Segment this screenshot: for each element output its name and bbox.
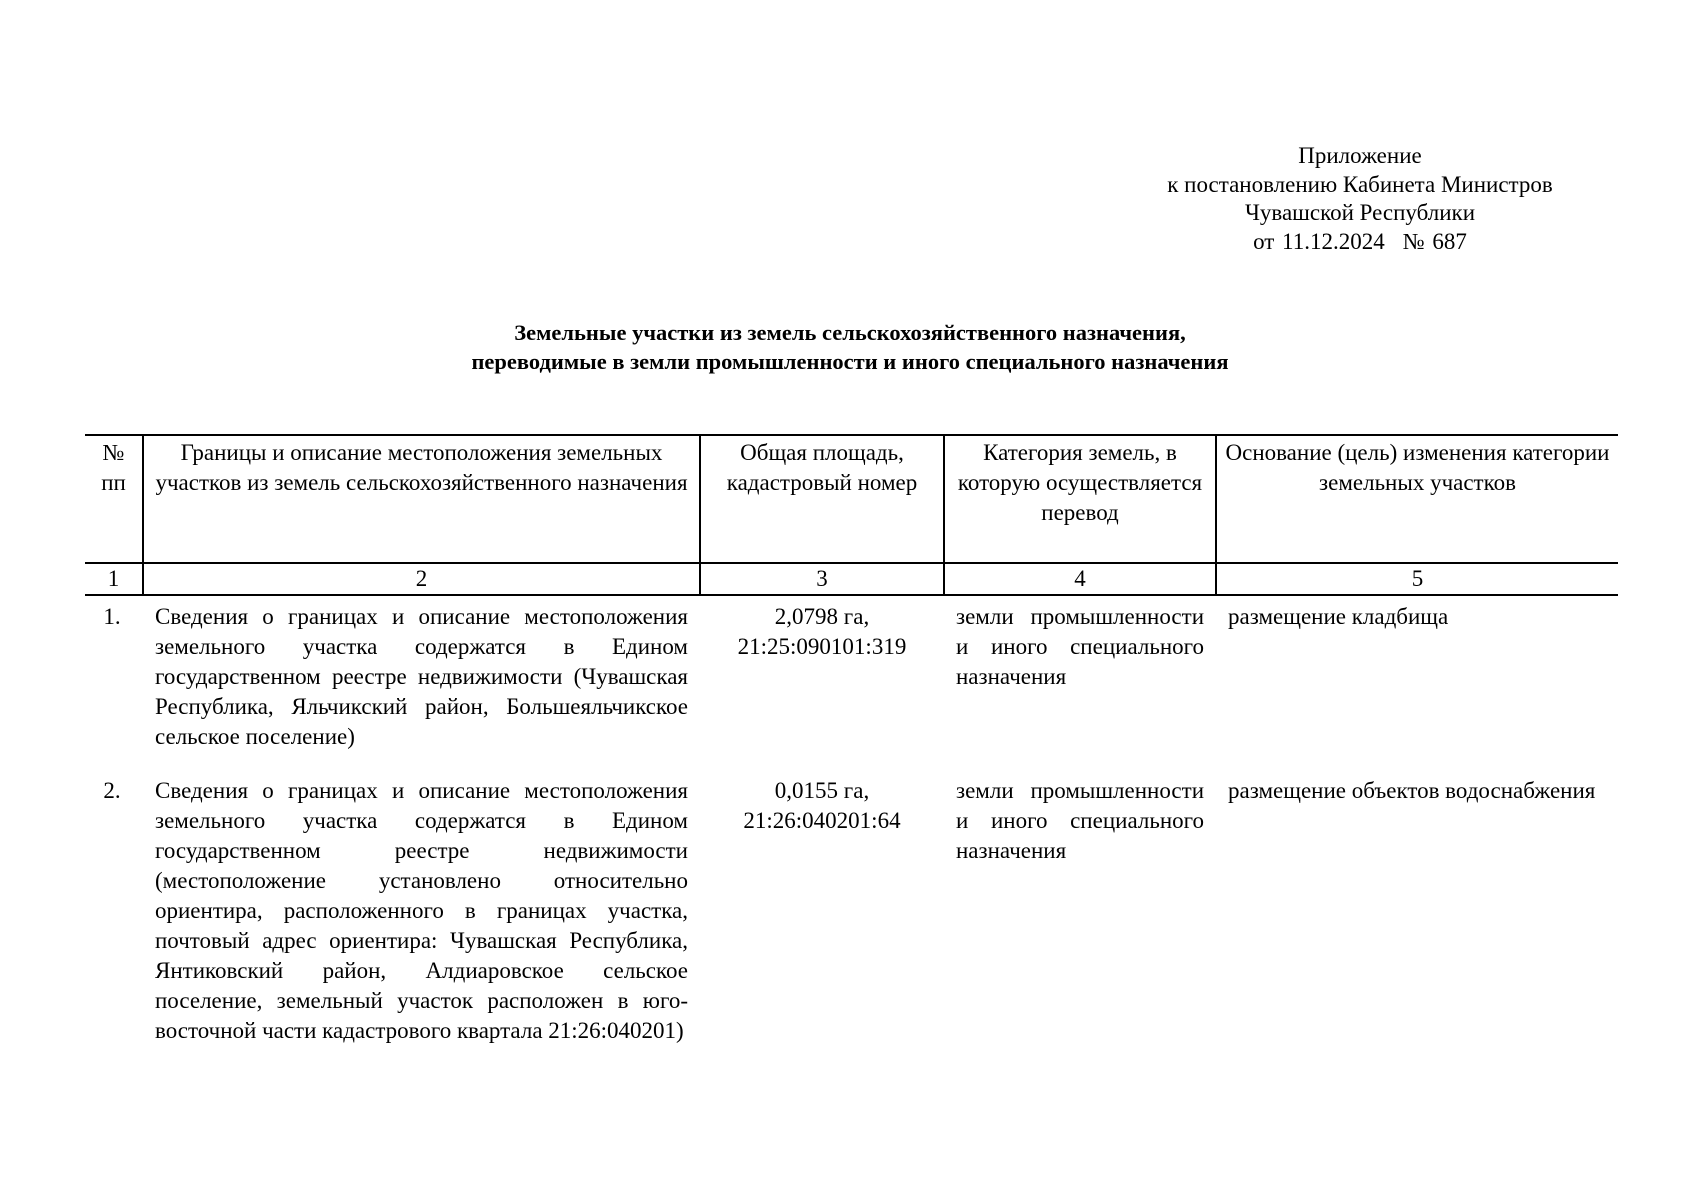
column-number: 4 <box>944 563 1216 595</box>
row-cadastral-number: 21:25:090101:319 <box>737 634 907 659</box>
appendix-date: от 11.12.2024 <box>1253 228 1385 254</box>
appendix-line-2: к постановлению Кабинета Министров <box>1167 171 1553 197</box>
column-number: 1 <box>85 563 143 595</box>
row-area-cell <box>700 595 944 776</box>
row-category: земли промышленности и иного специального назначения <box>956 778 1204 863</box>
table-row <box>85 776 1618 1086</box>
row-number: 1. <box>103 604 121 629</box>
appendix-number: № 687 <box>1402 228 1467 254</box>
table-header-row <box>85 435 1618 563</box>
row-reason: размещение кладбища <box>1228 604 1449 629</box>
document-title <box>330 318 1370 376</box>
header-area: Общая площадь, кадастровый номер <box>700 435 944 563</box>
row-description: Сведения о границах и описание местоположения земельного участка содержатся в Едином государственном реестре недвижимости (Чувашская Республика, Яльчикский район, Большеяльчикское сельское поселение) <box>155 604 688 749</box>
row-area-cell <box>700 776 944 1086</box>
appendix-date-line <box>1130 228 1590 257</box>
title-line-1: Земельные участки из земель сельскохозяйственного назначения, <box>514 320 1186 345</box>
row-description: Сведения о границах и описание местоположения земельного участка содержатся в Едином государственном реестре недвижимости (местоположение установлено относительно ориентира, расположенного в границах участка, почтовый адрес ориентира: Чувашская Республика, Янтиковский район, Алдиаровское сельское поселение, земельный участок расположен в юго-восточной части кадастрового квартала 21:26:040201) <box>155 778 688 1043</box>
row-reason: размещение объектов водоснабжения <box>1228 778 1596 803</box>
row-category: земли промышленности и иного специального назначения <box>956 604 1204 689</box>
header-category: Категория земель, в которую осуществляется перевод <box>944 435 1216 563</box>
header-boundaries: Границы и описание местоположения земельных участков из земель сельскохозяйственного назначения <box>143 435 700 563</box>
column-number: 5 <box>1216 563 1618 595</box>
column-number-row <box>85 563 1618 595</box>
column-number: 3 <box>700 563 944 595</box>
appendix-line-1: Приложение <box>1298 143 1422 168</box>
row-number: 2. <box>103 778 121 803</box>
land-plots-table <box>85 434 1618 1086</box>
row-area: 0,0155 га, <box>774 778 870 803</box>
appendix-header <box>1130 142 1590 256</box>
row-area: 2,0798 га, <box>774 604 870 629</box>
table-row <box>85 595 1618 776</box>
appendix-line-3: Чувашской Республики <box>1244 200 1476 225</box>
header-reason: Основание (цель) изменения категории земельных участков <box>1216 435 1618 563</box>
header-number: № пп <box>85 435 143 563</box>
column-number: 2 <box>143 563 700 595</box>
title-line-2: переводимые в земли промышленности и иного специального назначения <box>471 349 1229 374</box>
row-cadastral-number: 21:26:040201:64 <box>743 808 901 833</box>
